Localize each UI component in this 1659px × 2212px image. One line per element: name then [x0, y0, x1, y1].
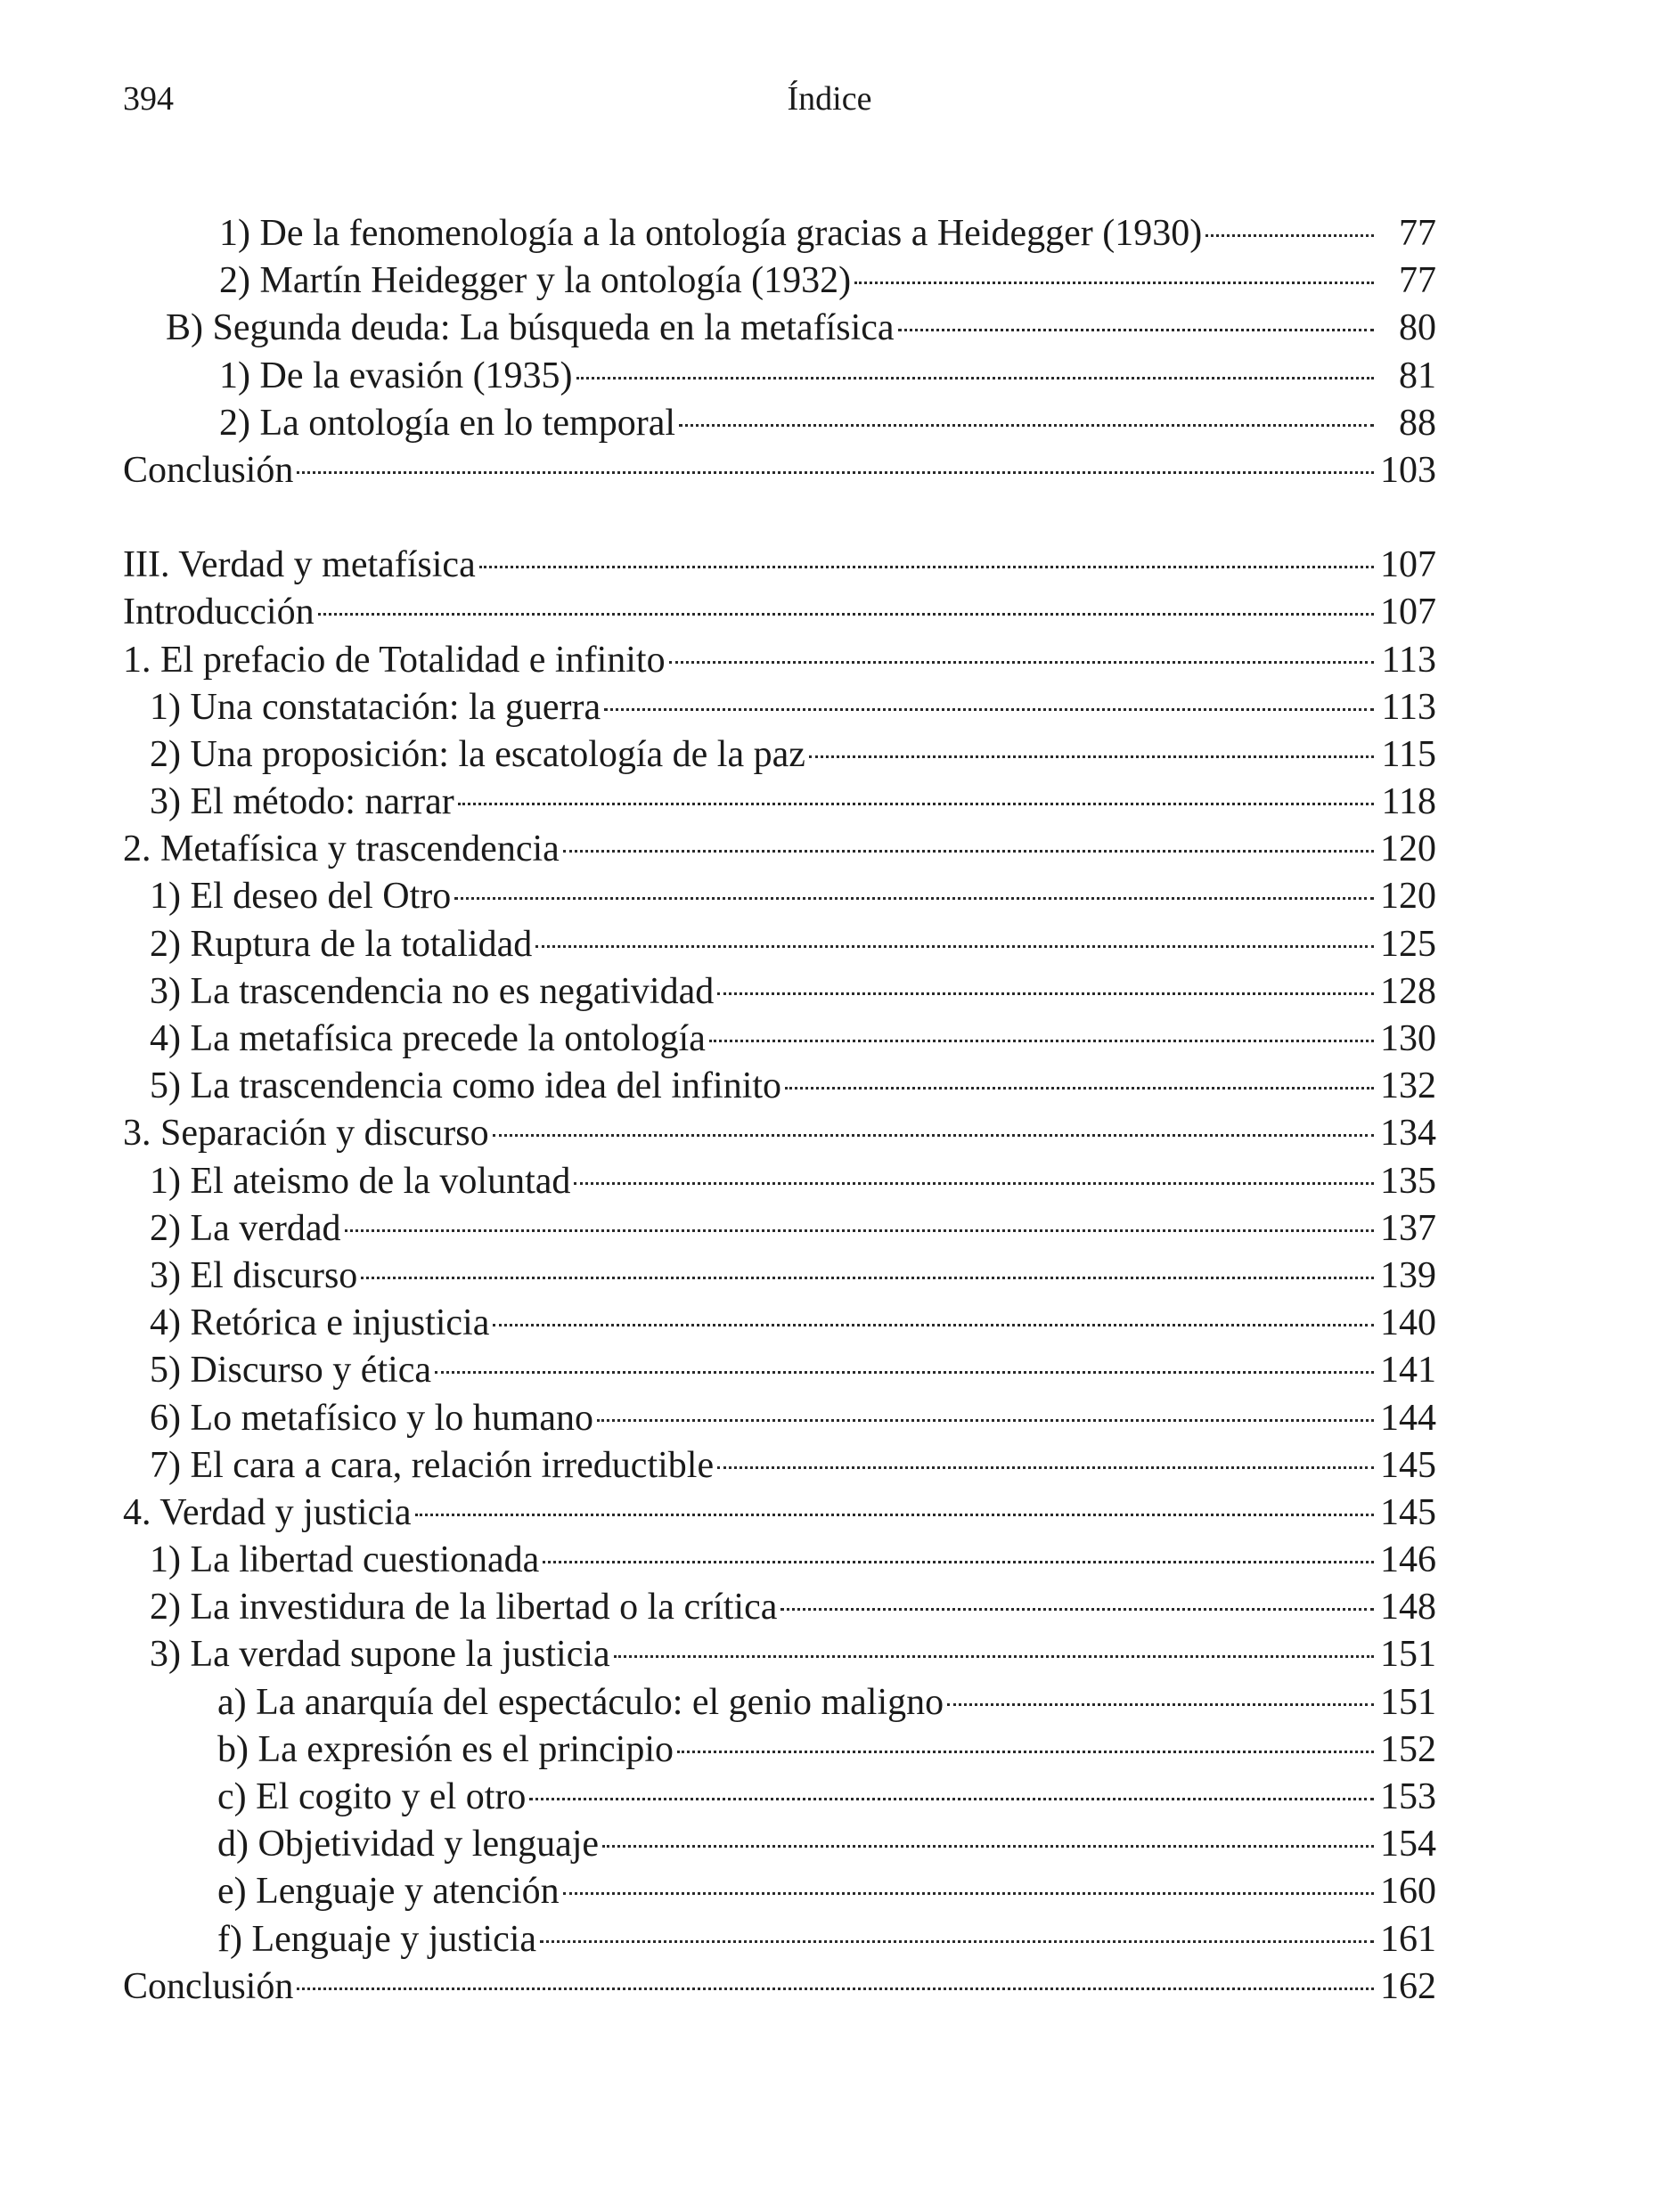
dot-leader: [563, 1892, 1374, 1895]
toc-entry-label: 3) El discurso: [150, 1254, 358, 1296]
dot-leader: [898, 329, 1374, 331]
toc-entry-page: 80: [1399, 307, 1436, 349]
toc-entry-label: 4. Verdad y justicia: [123, 1491, 412, 1533]
toc-entry-label: 7) El cara a cara, relación irreductible: [150, 1444, 715, 1486]
toc-entry-page: 107: [1380, 544, 1436, 586]
toc-entry-label: 1) De la evasión (1935): [219, 355, 573, 396]
page-number: 394: [123, 80, 174, 118]
dot-leader: [576, 377, 1374, 380]
toc-entry: [150, 968, 1436, 1016]
toc-group-part-iii: [0, 542, 1659, 2011]
toc-entry-page: 113: [1381, 639, 1436, 681]
dot-leader: [780, 1608, 1374, 1611]
dot-leader: [454, 897, 1374, 900]
toc-entry: [166, 305, 1436, 352]
toc-entry-page: 107: [1380, 592, 1436, 633]
toc-entry-page: 148: [1380, 1587, 1436, 1628]
dot-leader: [543, 1561, 1374, 1563]
toc-entry-page: 152: [1380, 1728, 1436, 1770]
toc-entry-label: 5) La trascendencia como idea del infinito: [150, 1065, 782, 1107]
toc-entry-label: a) La anarquía del espectáculo: el genio maligno: [217, 1681, 944, 1723]
dot-leader: [677, 1751, 1374, 1753]
toc-entry-label: 5) Discurso y ética: [150, 1350, 432, 1392]
toc-entry: [150, 1442, 1436, 1490]
toc-entry: [150, 1347, 1436, 1394]
toc-entry: [150, 1537, 1436, 1584]
toc-entry-label: III. Verdad y metafísica: [123, 544, 476, 586]
toc-entry-page: 154: [1380, 1824, 1436, 1865]
toc-entry: [150, 873, 1436, 920]
dot-leader: [1205, 234, 1374, 237]
toc-entry-page: 160: [1380, 1871, 1436, 1913]
toc-entry-page: 130: [1380, 1018, 1436, 1059]
toc-entry-page: 120: [1380, 828, 1436, 870]
toc-entry-label: 6) Lo metafísico y lo humano: [150, 1397, 594, 1439]
toc-entry-label: e) Lenguaje y atención: [217, 1871, 560, 1913]
toc-entry: [150, 1395, 1436, 1442]
dot-leader: [493, 1134, 1374, 1137]
toc-entry-label: f) Lenguaje y justicia: [217, 1918, 537, 1960]
toc-entry-label: d) Objetividad y lenguaje: [217, 1824, 600, 1865]
toc-entry-label: Conclusión: [123, 449, 294, 491]
toc-entry-label: B) Segunda deuda: La búsqueda en la metafísica: [166, 307, 895, 349]
dot-leader: [535, 945, 1374, 948]
toc-entry-page: 145: [1380, 1444, 1436, 1486]
toc-entry: [150, 1158, 1436, 1205]
toc-entry-label: b) La expresión es el principio: [217, 1728, 674, 1770]
toc-entry-label: 1) El ateismo de la voluntad: [150, 1160, 571, 1202]
toc-entry-page: 161: [1380, 1918, 1436, 1960]
toc-entry: [150, 1253, 1436, 1300]
toc-entry-page: 81: [1399, 355, 1436, 396]
toc-entry: [219, 400, 1436, 447]
table-of-contents: [0, 210, 1659, 2011]
dot-leader: [297, 471, 1374, 474]
dot-leader: [602, 1845, 1374, 1848]
toc-entry: [150, 779, 1436, 826]
dot-leader: [435, 1371, 1374, 1374]
toc-entry-page: 77: [1399, 260, 1436, 302]
toc-entry-page: 139: [1380, 1254, 1436, 1296]
toc-entry: [123, 542, 1436, 589]
dot-leader: [854, 282, 1374, 284]
dot-leader: [493, 1324, 1374, 1326]
toc-entry: [150, 1584, 1436, 1631]
toc-entry-label: 2) Ruptura de la totalidad: [150, 923, 533, 965]
toc-entry-label: 2) Una proposición: la escatología de la paz: [150, 733, 805, 775]
toc-entry-page: 115: [1381, 733, 1436, 775]
toc-entry-label: 1) El deseo del Otro: [150, 876, 452, 918]
toc-entry: [150, 684, 1436, 731]
dot-leader: [361, 1277, 1374, 1279]
running-title: Índice: [787, 80, 872, 118]
toc-entry: [217, 1679, 1436, 1726]
toc-entry: [150, 1016, 1436, 1063]
toc-entry: [217, 1916, 1436, 1963]
dot-leader: [297, 1988, 1374, 1990]
toc-entry-page: 144: [1380, 1397, 1436, 1439]
toc-entry: [219, 257, 1436, 305]
dot-leader: [669, 661, 1374, 664]
toc-entry-page: 134: [1380, 1113, 1436, 1155]
toc-entry-label: 2. Metafísica y trascendencia: [123, 828, 560, 870]
toc-entry: [219, 210, 1436, 257]
dot-leader: [785, 1087, 1374, 1090]
toc-entry: [217, 1774, 1436, 1821]
toc-entry-page: 88: [1399, 402, 1436, 444]
dot-leader: [458, 803, 1374, 805]
toc-entry-label: 3) La trascendencia no es negatividad: [150, 970, 715, 1012]
toc-entry-page: 140: [1380, 1302, 1436, 1344]
dot-leader: [574, 1182, 1374, 1185]
toc-entry: [217, 1868, 1436, 1915]
toc-group-part-ii-end: [0, 210, 1659, 494]
toc-entry: [150, 1063, 1436, 1110]
toc-entry-page: 135: [1380, 1160, 1436, 1202]
dot-leader: [479, 566, 1374, 568]
toc-entry-page: 103: [1380, 449, 1436, 491]
dot-leader: [540, 1940, 1374, 1943]
toc-entry-page: 132: [1380, 1065, 1436, 1107]
toc-entry-page: 137: [1380, 1207, 1436, 1249]
toc-entry: [123, 1110, 1436, 1157]
toc-entry: [150, 1631, 1436, 1678]
toc-entry-label: 4) La metafísica precede la ontología: [150, 1018, 706, 1059]
toc-entry-label: c) El cogito y el otro: [217, 1776, 527, 1817]
toc-entry-page: 153: [1380, 1776, 1436, 1817]
toc-entry-page: 151: [1380, 1634, 1436, 1676]
dot-leader: [415, 1514, 1375, 1516]
dot-leader: [529, 1798, 1374, 1800]
dot-leader: [563, 850, 1374, 853]
dot-leader: [717, 1466, 1374, 1469]
toc-entry: [219, 353, 1436, 400]
dot-leader: [809, 755, 1374, 758]
toc-entry-page: 145: [1380, 1491, 1436, 1533]
toc-entry-page: 146: [1380, 1539, 1436, 1581]
toc-entry-page: 118: [1381, 781, 1436, 823]
toc-entry: [150, 731, 1436, 779]
toc-entry-label: 2) Martín Heidegger y la ontología (1932): [219, 260, 852, 302]
dot-leader: [717, 992, 1374, 995]
toc-entry: [123, 1963, 1436, 2011]
toc-entry-label: 3. Separación y discurso: [123, 1113, 489, 1155]
toc-entry: [150, 921, 1436, 968]
toc-entry-label: 4) Retórica e injusticia: [150, 1302, 490, 1344]
toc-entry: [123, 826, 1436, 873]
dot-leader: [604, 708, 1374, 711]
toc-entry: [123, 447, 1436, 494]
toc-entry-label: 3) La verdad supone la justicia: [150, 1634, 610, 1676]
toc-entry-label: 1) Una constatación: la guerra: [150, 686, 601, 728]
toc-entry-page: 151: [1380, 1681, 1436, 1723]
toc-entry: [150, 1300, 1436, 1347]
toc-entry-label: Conclusión: [123, 1965, 294, 2007]
dot-leader: [679, 424, 1374, 427]
toc-entry-label: 1) La libertad cuestionada: [150, 1539, 540, 1581]
toc-entry-label: Introducción: [123, 592, 315, 633]
page-header: [0, 77, 1659, 130]
dot-leader: [597, 1419, 1374, 1422]
toc-entry-page: 125: [1380, 923, 1436, 965]
dot-leader: [318, 613, 1374, 616]
toc-entry: [123, 589, 1436, 636]
toc-entry-label: 2) La ontología en lo temporal: [219, 402, 676, 444]
toc-entry: [150, 1205, 1436, 1253]
toc-entry-page: 141: [1380, 1350, 1436, 1392]
dot-leader: [614, 1655, 1374, 1658]
toc-entry: [123, 637, 1436, 684]
dot-leader: [947, 1703, 1374, 1706]
dot-leader: [345, 1229, 1374, 1232]
toc-entry-label: 1) De la fenomenología a la ontología gracias a Heidegger (1930): [219, 213, 1203, 254]
toc-entry-page: 113: [1381, 686, 1436, 728]
toc-entry-label: 1. El prefacio de Totalidad e infinito: [123, 639, 666, 681]
toc-entry-label: 3) El método: narrar: [150, 781, 454, 823]
toc-entry-page: 162: [1380, 1965, 1436, 2007]
toc-entry-page: 128: [1380, 970, 1436, 1012]
toc-entry-label: 2) La investidura de la libertad o la crítica: [150, 1587, 778, 1628]
dot-leader: [709, 1040, 1374, 1042]
toc-entry-page: 77: [1399, 213, 1436, 254]
toc-entry: [123, 1490, 1436, 1537]
toc-entry-page: 120: [1380, 876, 1436, 918]
toc-entry-label: 2) La verdad: [150, 1207, 341, 1249]
toc-entry: [217, 1726, 1436, 1774]
toc-entry: [217, 1821, 1436, 1868]
